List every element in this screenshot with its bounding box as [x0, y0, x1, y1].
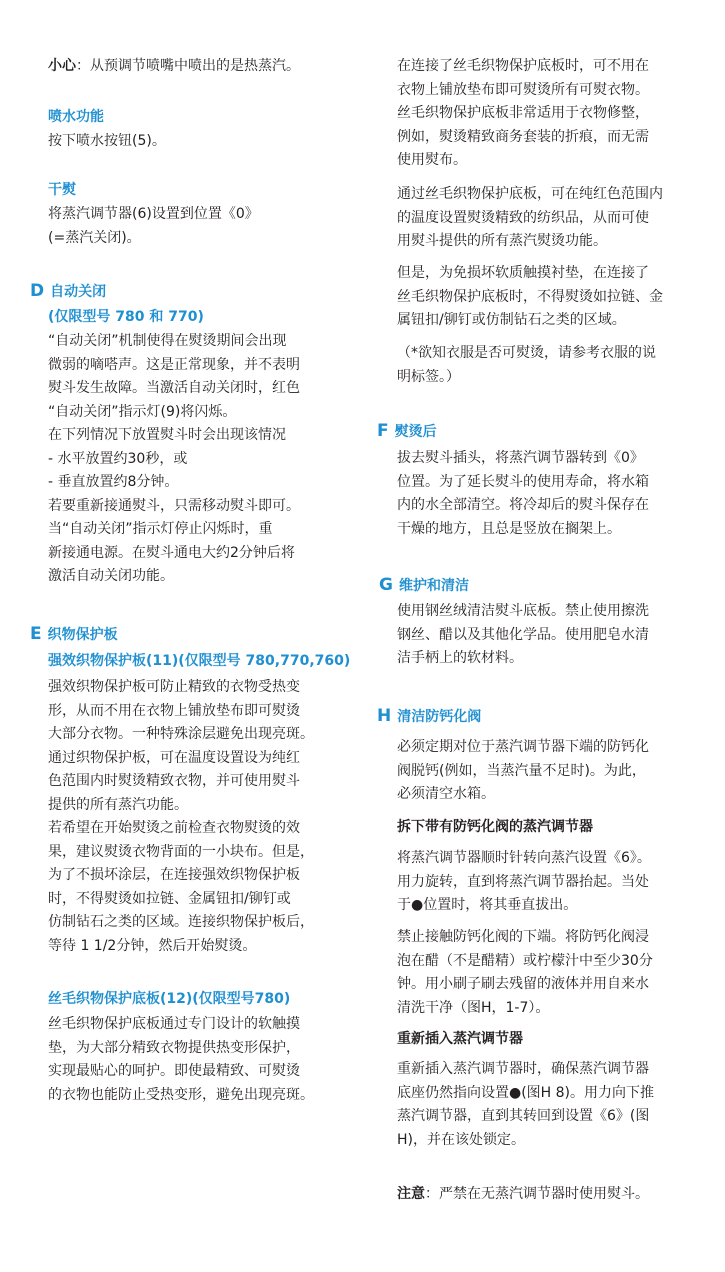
caution-text: ：从预调节喷嘴中喷出的是热蒸汽。: [76, 58, 300, 74]
wool-plate-text: 丝毛织物保护底板通过专门设计的软触摸 垫，为大部分精致衣物提供热变形保护， 实现最贴心的呵护。即使最精致、可熨烫 的衣物也能防止受热变形，避免出现亮斑。: [48, 1016, 314, 1103]
section-h-text: 必须定期对位于蒸汽调节器下端的防钙化 阀脱钙(例如，当蒸汽量不足时)。为此， 必须清空水箱。: [397, 739, 649, 802]
wool-paragraph-2: 通过丝毛织物保护底板，可在纯红色范围内 的温度设置熨烫精致的纺织品，从而可使 用熨斗提供的所有蒸汽熨烫功能。: [397, 186, 663, 249]
remove-regulator-title: 拆下带有防钙化阀的蒸汽调节器: [397, 819, 593, 835]
section-d-subtitle: (仅限型号 780 和 770): [48, 309, 204, 325]
remove-regulator-text-1: 将蒸汽调节器顺时针转向蒸汽设置《6》。 用力旋转，直到将蒸汽调节器抬起。当处 于●位置时，将其垂直拔出。: [397, 850, 651, 913]
section-e-heading: [30, 623, 118, 648]
section-e-title: 织物保护板: [47, 627, 118, 643]
note-label: 注意: [397, 1186, 425, 1202]
section-d-title: 自动关闭: [50, 284, 107, 300]
section-f-text: 拔去熨斗插头，将蒸汽调节器转到《0》 位置。为了延长熨斗的使用寿命，将水箱 内的水全部清空。将冷却后的熨斗保存在 干燥的地方，且总是竖放在搁架上。: [397, 450, 649, 537]
note-line: [397, 1183, 707, 1207]
section-d-text: “自动关闭”机制使得在熨烫期间会出现 微弱的嘀嗒声。这是正常现象，并不表明 熨斗发生故障。当激活自动关闭时，红色 “自动关闭”指示灯(9)将闪烁。 在下列情况下放置熨斗时会出现该情况 - 水平放置约30秒，或 - 垂直放置约8分钟。 若要重新接通熨斗，只需移动熨斗即可。 当“自动关闭”指示灯停止闪烁时，重 新接通电源。在熨斗通电大约2分钟后将 激活自动关闭功能。: [48, 333, 300, 584]
section-e-subtitle: 强效织物保护板(11)(仅限型号 780,770,760): [48, 653, 351, 669]
section-h-title: 清洁防钙化阀: [397, 709, 482, 725]
wool-paragraph-4: （*欲知衣服是否可熨烫，请参考衣服的说 明标签。）: [397, 345, 656, 385]
wool-paragraph-3: 但是，为免损坏软质触摸衬垫，在连接了 丝毛织物保护底板时，不得熨烫如拉链、金 属钮扣/铆钉或仿制钻石之类的区域。: [397, 265, 663, 328]
spray-title: 喷水功能: [48, 109, 104, 125]
section-d-heading: [30, 280, 106, 305]
reinsert-regulator-text: 重新插入蒸汽调节器时，确保蒸汽调节器 底座仍然指向设置●(图H 8)。用力向下推 蒸汽调节器，直到其转回到设置《6》(图 H)，并在该处锁定。: [397, 1061, 655, 1148]
section-e-text: 强效织物保护板可防止精致的衣物受热变 形，从而不用在衣物上铺放垫布即可熨烫 大部分衣物。一种特殊涂层避免出现亮斑。 通过织物保护板，可在温度设置设为纯红 色范围内时熨烫精致衣物，并可使用熨斗 提供的所有蒸汽功能。 若希望在开始熨烫之前检查衣物熨烫的效 果，建议熨烫衣物背面的一小块布。但是， 为了不损坏涂层，在连接强效织物保护板 时，不得熨烫如拉链、金属钮扣/铆钉或 仿制钻石之类的区域。连接织物保护板后， 等待 1 1/2分钟，然后开始熨烫。: [48, 679, 314, 954]
section-g-letter: G: [379, 575, 393, 595]
section-f-letter: F: [377, 421, 389, 441]
section-e-letter: E: [30, 624, 42, 644]
section-g-title: 维护和清洁: [398, 578, 469, 594]
section-h-heading: [377, 705, 481, 730]
wool-paragraph-1: 在连接了丝毛织物保护底板时，可不用在 衣物上铺放垫布即可熨烫所有可熨衣物。 丝毛织物保护底板非常适用于衣物修整， 例如，熨烫精致商务套装的折痕，而无需 使用熨布。: [397, 58, 649, 168]
reinsert-regulator-title: 重新插入蒸汽调节器: [397, 1031, 523, 1047]
section-h-letter: H: [377, 706, 392, 726]
caution-label: 小心: [48, 58, 76, 74]
section-d-letter: D: [30, 281, 45, 301]
section-f-heading: [377, 420, 437, 445]
dry-ironing-title: 干熨: [48, 182, 76, 198]
note-text: ：严禁在无蒸汽调节器时使用熨斗。: [425, 1186, 649, 1202]
remove-regulator-text-2: 禁止接触防钙化阀的下端。将防钙化阀浸 泡在醋（不是醋精）或柠檬汁中至少30分 钟。用小刷子刷去残留的液体并用自来水 清洗干净（图H，1-7）。: [397, 929, 653, 1016]
section-f-title: 熨烫后: [394, 424, 437, 440]
section-g-heading: [379, 574, 469, 599]
caution-line: [48, 55, 366, 79]
spray-text: 按下喷水按钮(5)。: [48, 133, 166, 149]
wool-plate-subtitle: 丝毛织物保护底板(12)(仅限型号780): [48, 991, 291, 1007]
dry-ironing-text: 将蒸汽调节器(6)设置到位置《0》 (=蒸汽关闭)。: [48, 206, 259, 246]
section-g-text: 使用钢丝绒清洁熨斗底板。禁止使用擦洗 钢丝、醋以及其他化学品。使用肥皂水清 洁手柄上的软材料。: [397, 603, 649, 666]
